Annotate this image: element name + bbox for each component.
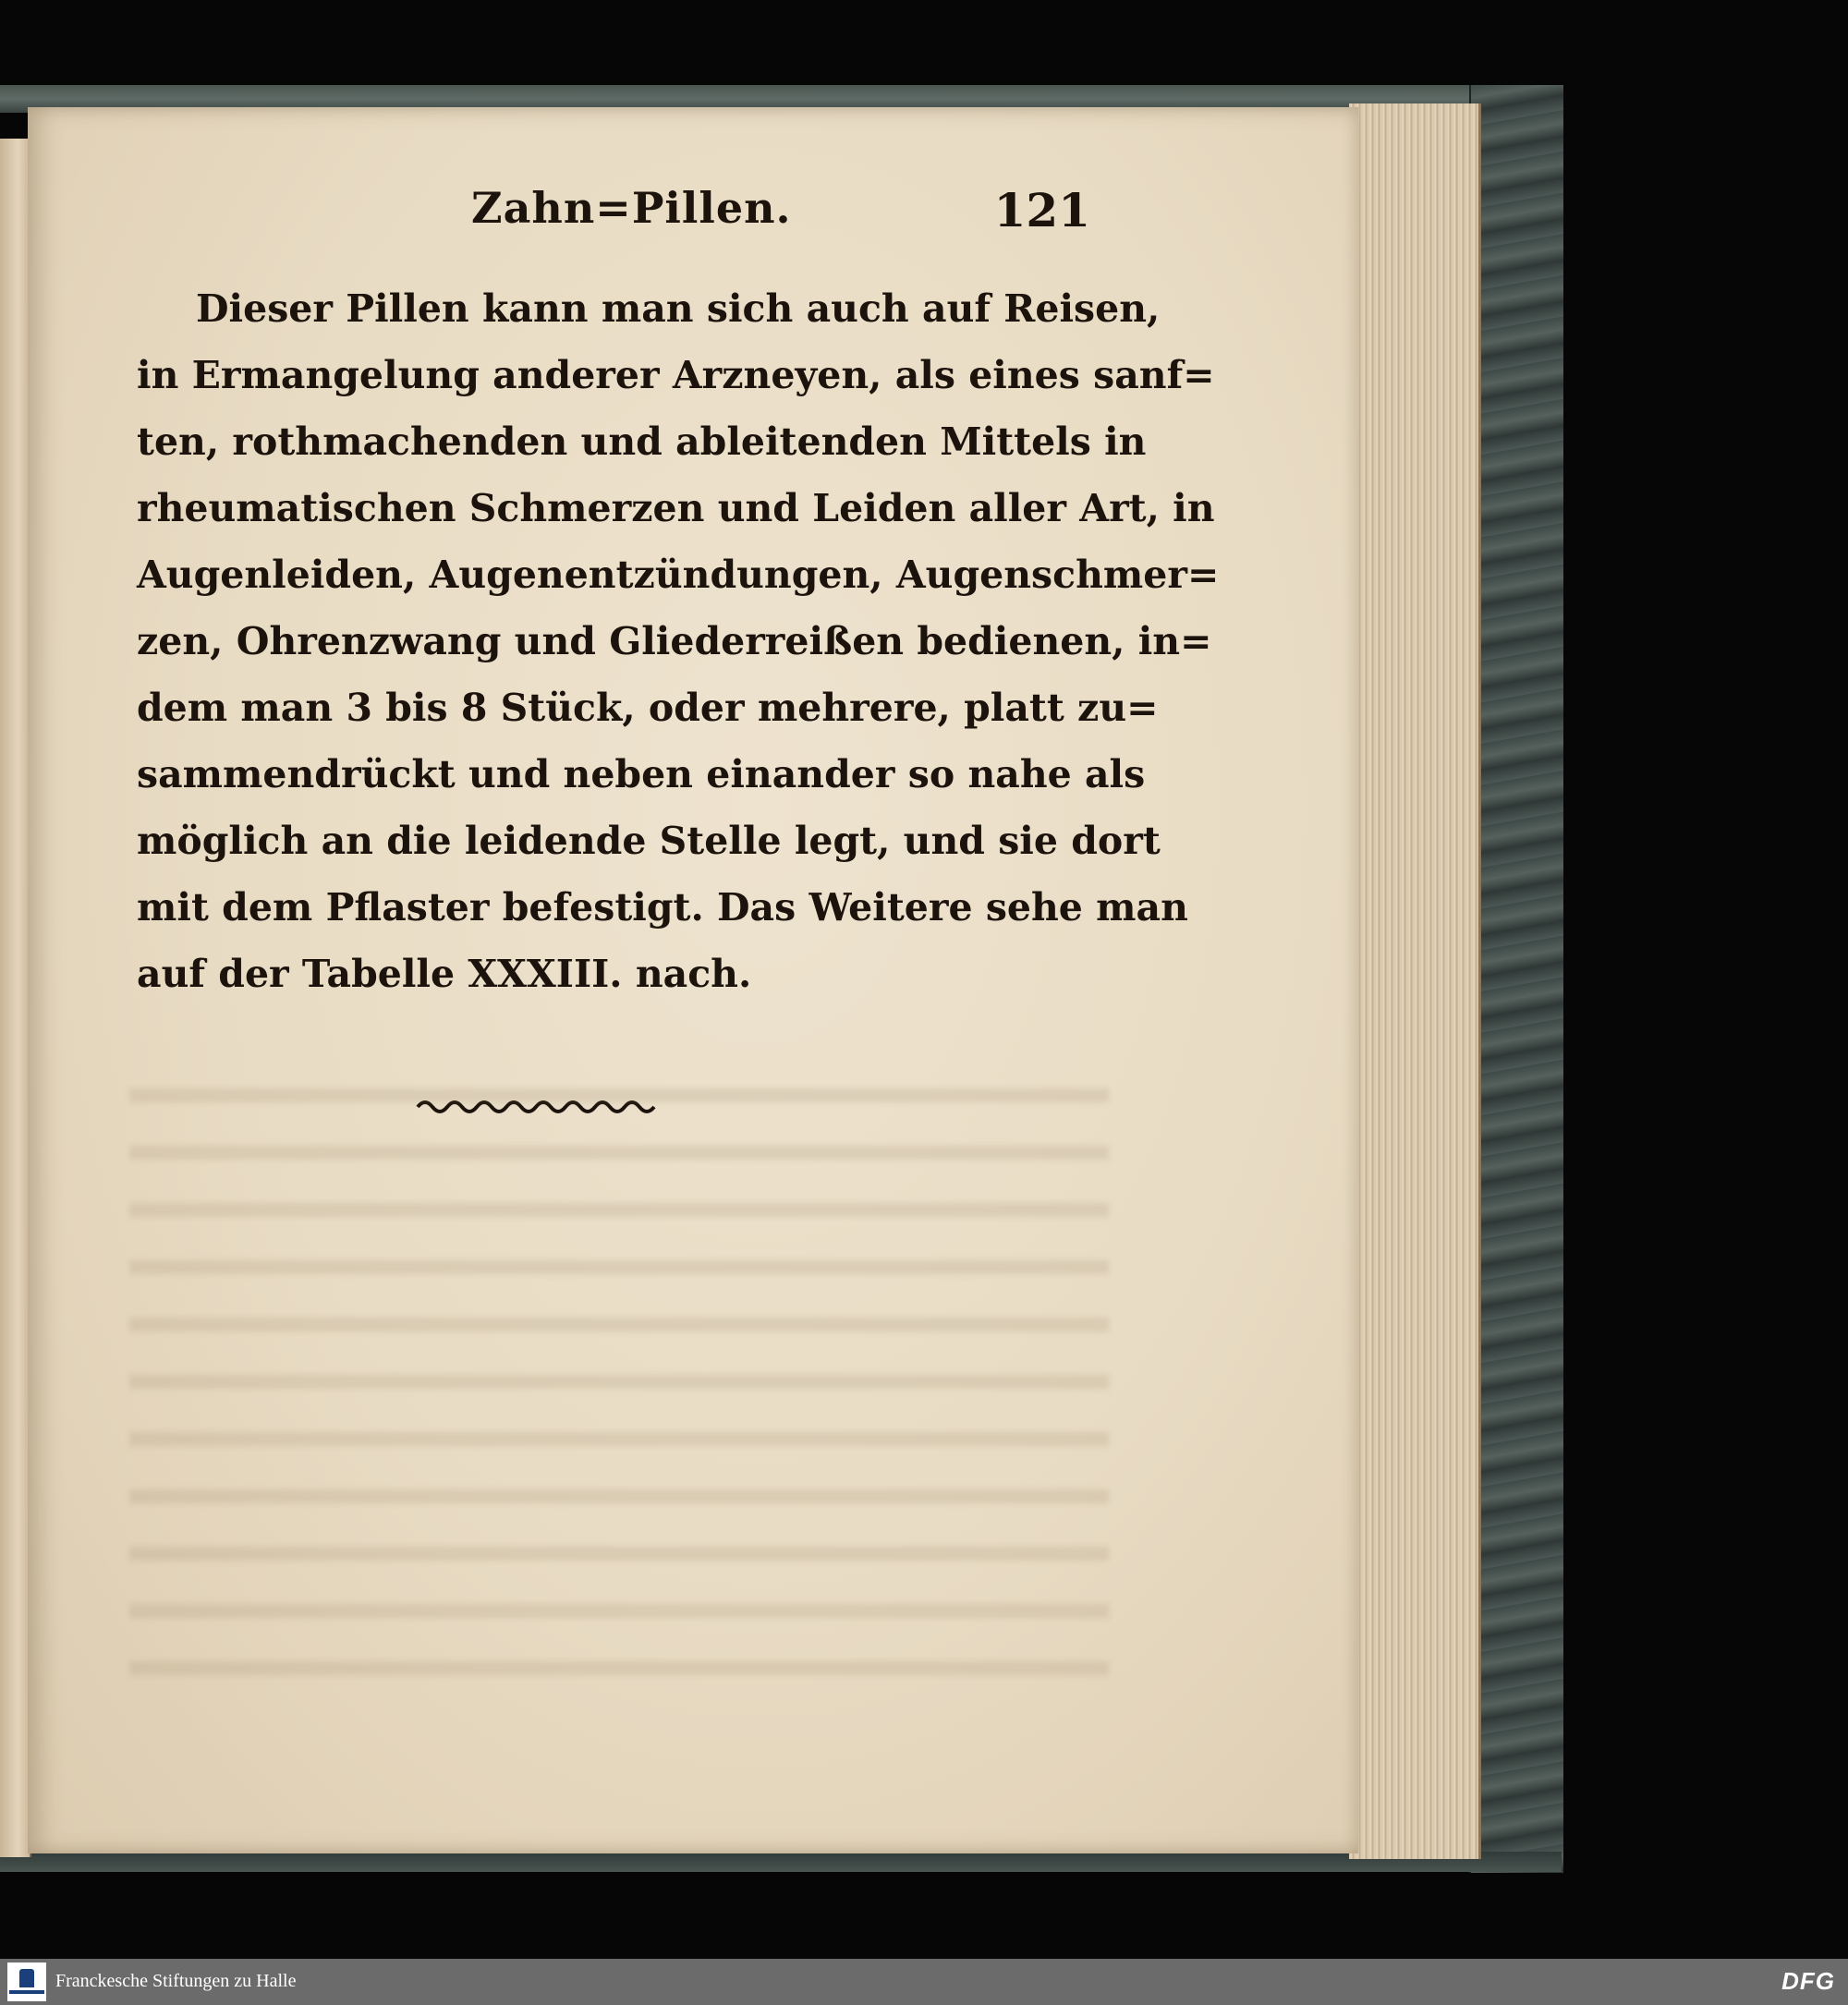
dfg-logo: DFG — [1781, 1967, 1835, 1995]
wave-ornament-divider — [416, 1090, 665, 1118]
text-line: möglich an die leidende Stelle legt, und sie dort — [137, 819, 1161, 863]
text-line: sammendrückt und neben einander so nahe als — [137, 752, 1146, 796]
body-text — [137, 275, 1220, 1007]
text-line: Augenleiden, Augenentzündungen, Augenschmer= — [137, 553, 1220, 597]
page-block-edges — [1349, 103, 1481, 1859]
running-head — [166, 183, 1090, 248]
text-line: in Ermangelung anderer Arzneyen, als eines sanf= — [137, 353, 1215, 397]
facing-page-edge — [0, 139, 31, 1857]
running-head-title: Zahn=Pillen. — [471, 183, 792, 233]
text-line: dem man 3 bis 8 Stück, oder mehrere, platt zu= — [137, 686, 1159, 730]
franckesche-stiftungen-logo-icon — [7, 1962, 46, 2001]
text-line: mit dem Pflaster befestigt. Das Weitere sehe man — [137, 885, 1188, 930]
text-line: ten, rothmachenden und ableitenden Mittels in — [137, 419, 1147, 464]
book-page — [28, 107, 1358, 1853]
book-cover-spine-edge — [1469, 85, 1563, 1873]
text-line: zen, Ohrenzwang und Gliederreißen bedienen, in= — [137, 619, 1212, 663]
footer-institution-name: Franckesche Stiftungen zu Halle — [55, 1971, 297, 1991]
text-line: Dieser Pillen kann man sich auch auf Reisen, — [196, 286, 1161, 331]
text-line: auf der Tabelle XXXIII. nach. — [137, 952, 752, 996]
footer-bar — [0, 1959, 1848, 2005]
page-number: 121 — [993, 183, 1090, 237]
book-cover-bottom-edge — [0, 1852, 1562, 1872]
text-line: rheumatischen Schmerzen und Leiden aller Art, in — [137, 486, 1215, 530]
